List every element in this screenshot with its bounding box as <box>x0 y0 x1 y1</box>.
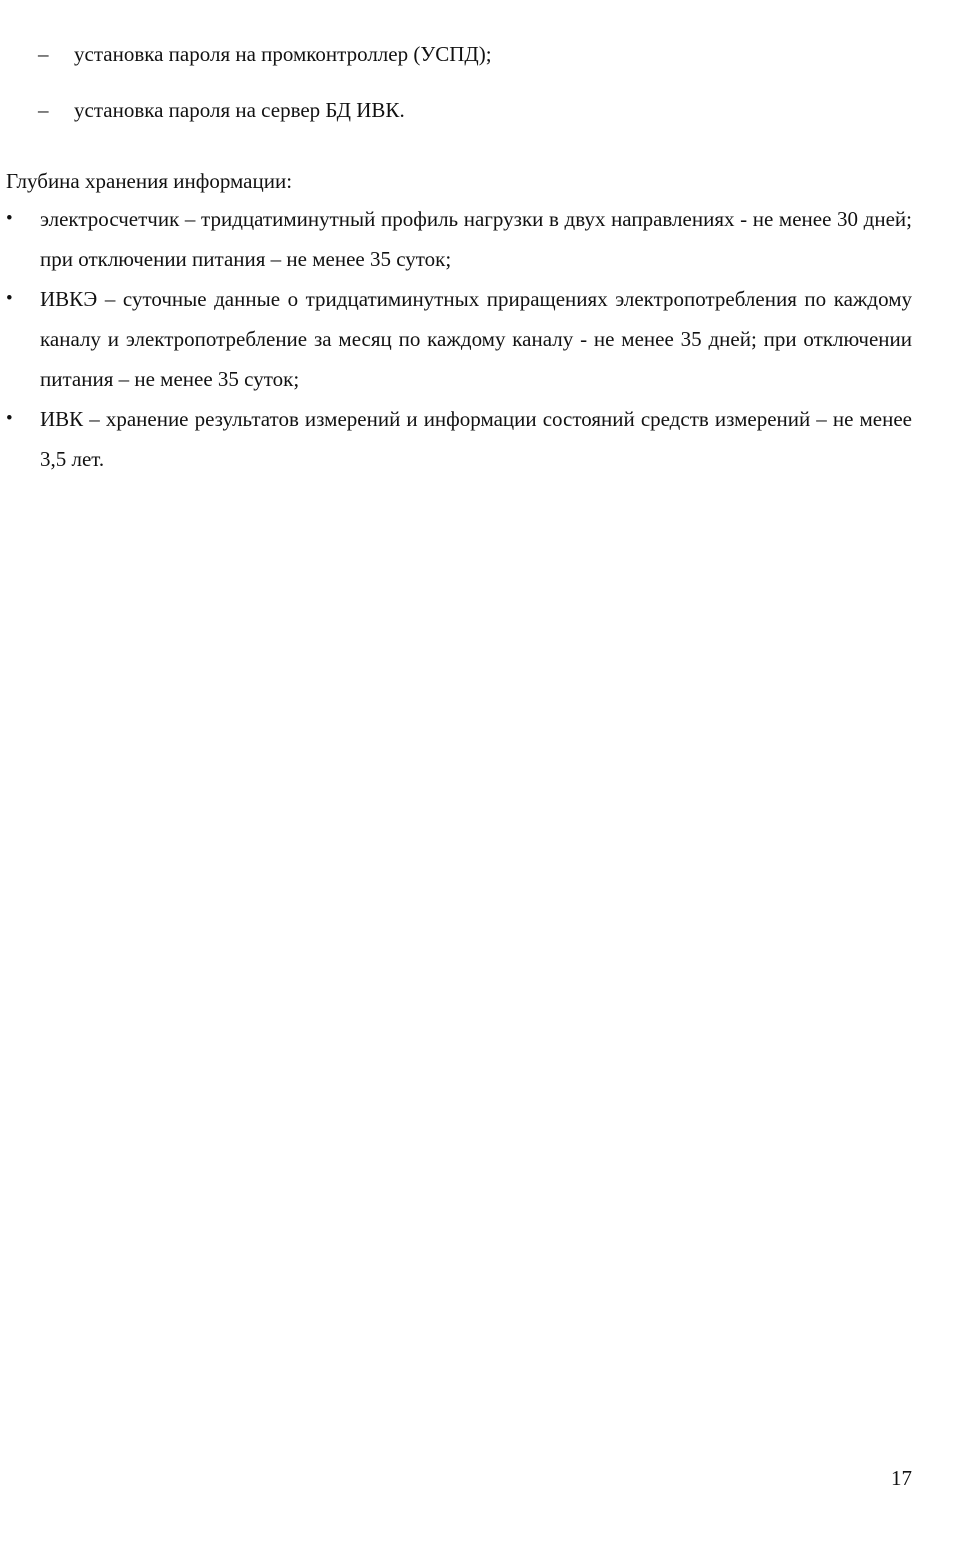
dash-marker: – <box>38 42 49 66</box>
password-setup-list <box>38 34 918 146</box>
list-item <box>38 90 918 130</box>
list-item <box>6 279 912 399</box>
list-item-text: ИВКЭ – суточные данные о тридцатиминутных приращениях электропотребления по каждому каналу и электропотребление за месяц по каждому каналу - не менее 35 дней; при отключении питания – не менее 35 суток; <box>40 287 912 391</box>
list-item <box>6 199 912 279</box>
bullet-marker: • <box>6 408 13 429</box>
bullet-marker: • <box>6 208 13 229</box>
storage-depth-list <box>6 199 912 479</box>
dash-marker: – <box>38 98 49 122</box>
list-item <box>6 399 912 479</box>
page-number: 17 <box>891 1466 912 1490</box>
bullet-marker: • <box>6 288 13 309</box>
list-item-text: установка пароля на промконтроллер (УСПД); <box>74 42 492 66</box>
list-item-text: ИВК – хранение результатов измерений и информации состояний средств измерений – не менее 3,5 лет. <box>40 407 912 471</box>
list-item <box>38 34 918 74</box>
list-item-text: установка пароля на сервер БД ИВК. <box>74 98 405 122</box>
list-item-text: электросчетчик – тридцатиминутный профиль нагрузки в двух направлениях - не менее 30 дней; при отключении питания – не менее 35 суток; <box>40 207 912 271</box>
section-heading: Глубина хранения информации: <box>6 169 293 193</box>
